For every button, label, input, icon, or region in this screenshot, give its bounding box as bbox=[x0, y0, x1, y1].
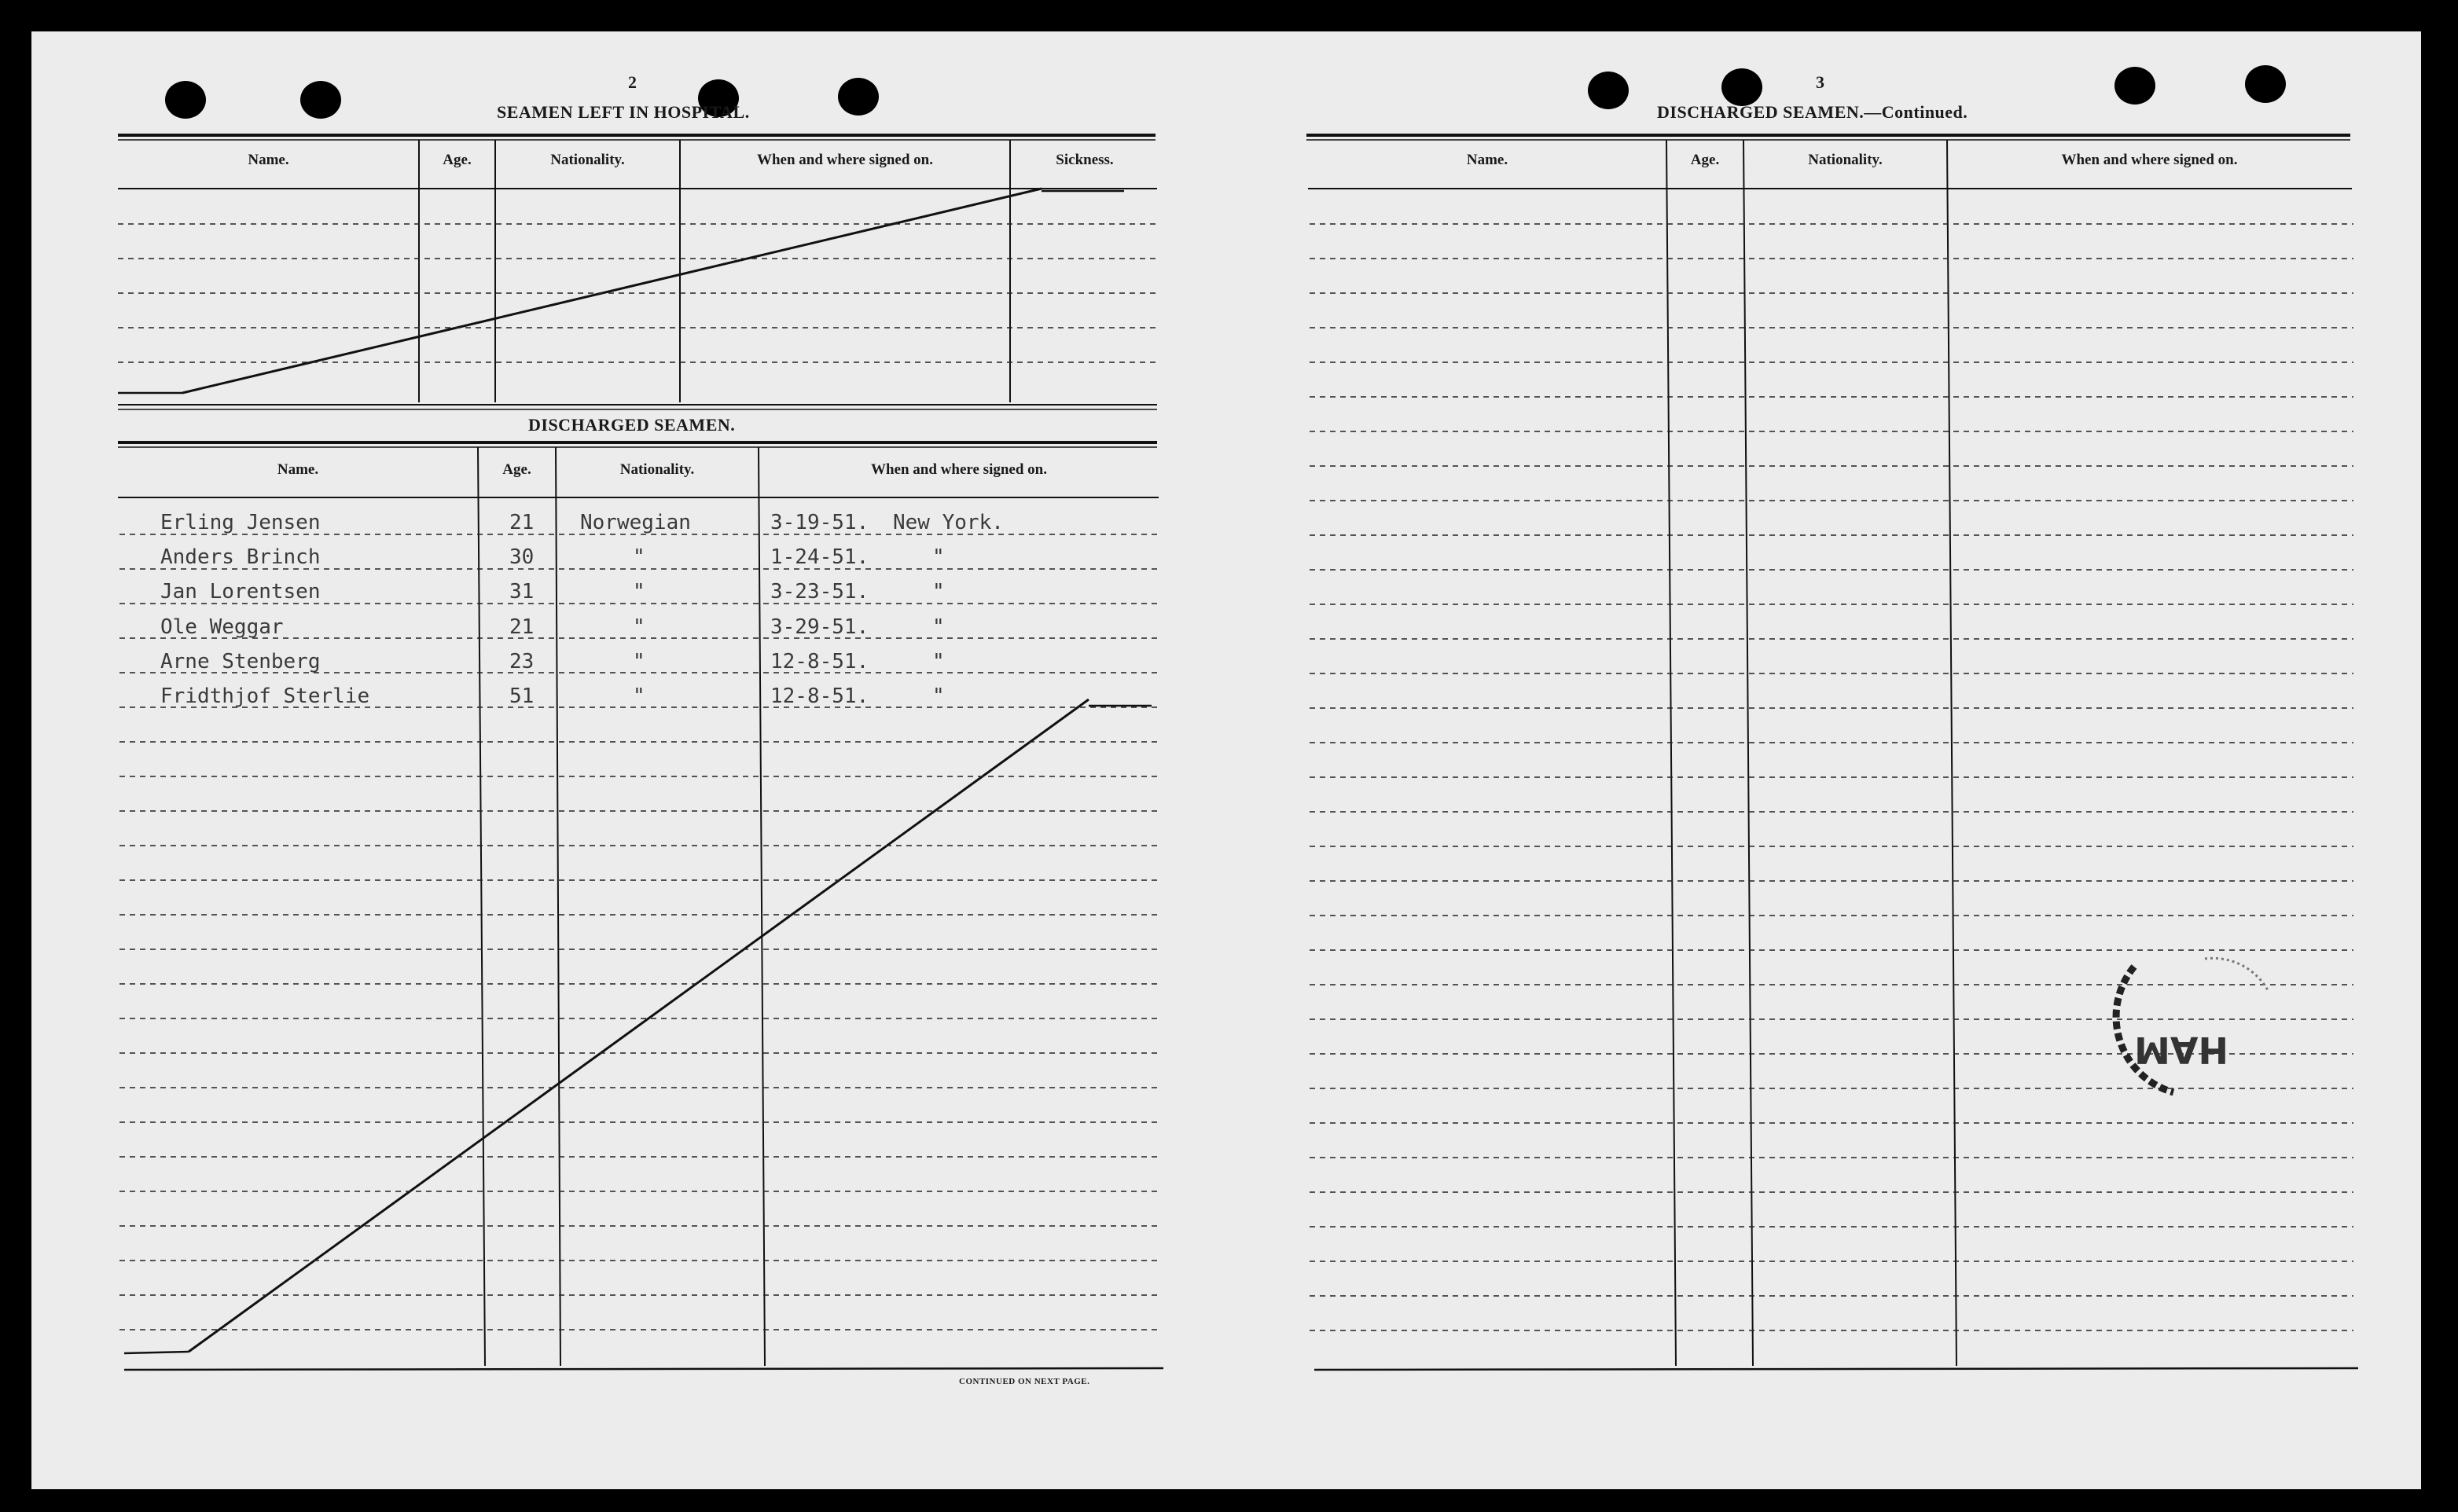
row-4-place: " bbox=[932, 615, 945, 639]
stamp-text: HAM bbox=[2134, 1029, 2228, 1071]
row-6-name: Fridthjof Sterlie bbox=[160, 684, 370, 708]
row-6-nationality: " bbox=[633, 684, 645, 708]
row-4-date: 3-29-51. bbox=[770, 615, 869, 639]
row-3-date: 3-23-51. bbox=[770, 580, 869, 604]
row-1-age: 21 bbox=[509, 511, 535, 534]
row-5-nationality: " bbox=[633, 650, 645, 673]
row-2-date: 1-24-51. bbox=[770, 545, 869, 569]
row-1-name: Erling Jensen bbox=[160, 511, 321, 534]
hospital-header-nationality: Nationality. bbox=[550, 152, 625, 168]
continued-footer: CONTINUED ON NEXT PAGE. bbox=[959, 1377, 1090, 1386]
row-5-date: 12-8-51. bbox=[770, 650, 869, 673]
row-1-place: New York. bbox=[893, 511, 1004, 534]
row-6-date: 12-8-51. bbox=[770, 684, 869, 708]
row-5-age: 23 bbox=[509, 650, 535, 673]
page-number-left: 2 bbox=[628, 72, 637, 92]
row-1-nationality: Norwegian bbox=[580, 511, 691, 534]
row-2-place: " bbox=[932, 545, 945, 569]
row-4-name: Ole Weggar bbox=[160, 615, 284, 639]
row-2-nationality: " bbox=[633, 545, 645, 569]
row-6-place: " bbox=[932, 684, 945, 708]
right-header-name: Name. bbox=[1466, 152, 1508, 168]
row-4-age: 21 bbox=[509, 615, 535, 639]
hospital-header-sickness: Sickness. bbox=[1056, 152, 1114, 168]
discharged-header-signed-on: When and where signed on. bbox=[870, 461, 1047, 478]
row-2-age: 30 bbox=[509, 545, 535, 569]
row-4-nationality: " bbox=[633, 615, 645, 639]
hospital-header-name: Name. bbox=[248, 152, 289, 168]
ink-stamp bbox=[2087, 935, 2291, 1116]
row-5-place: " bbox=[932, 650, 945, 673]
row-2-name: Anders Brinch bbox=[160, 545, 321, 569]
right-header-nationality: Nationality. bbox=[1808, 152, 1883, 168]
row-3-age: 31 bbox=[509, 580, 535, 604]
row-3-name: Jan Lorentsen bbox=[160, 580, 321, 604]
discharged-section-title: DISCHARGED SEAMEN. bbox=[528, 415, 736, 435]
discharged-header-age: Age. bbox=[502, 461, 531, 478]
row-6-age: 51 bbox=[509, 684, 535, 708]
discharged-header-name: Name. bbox=[277, 461, 319, 478]
right-section-title: DISCHARGED SEAMEN.—Continued. bbox=[1657, 102, 1968, 122]
discharged-header-nationality: Nationality. bbox=[619, 461, 695, 478]
page-number-right: 3 bbox=[1816, 72, 1824, 92]
hospital-header-age: Age. bbox=[443, 152, 472, 168]
hospital-header-signed-on: When and where signed on. bbox=[756, 152, 933, 168]
row-1-date: 3-19-51. bbox=[770, 511, 869, 534]
row-3-place: " bbox=[932, 580, 945, 604]
right-header-age: Age. bbox=[1690, 152, 1720, 168]
right-header-signed-on: When and where signed on. bbox=[2061, 152, 2238, 168]
hospital-section-title: SEAMEN LEFT IN HOSPITAL. bbox=[497, 102, 750, 122]
row-3-nationality: " bbox=[633, 580, 645, 604]
row-5-name: Arne Stenberg bbox=[160, 650, 321, 673]
